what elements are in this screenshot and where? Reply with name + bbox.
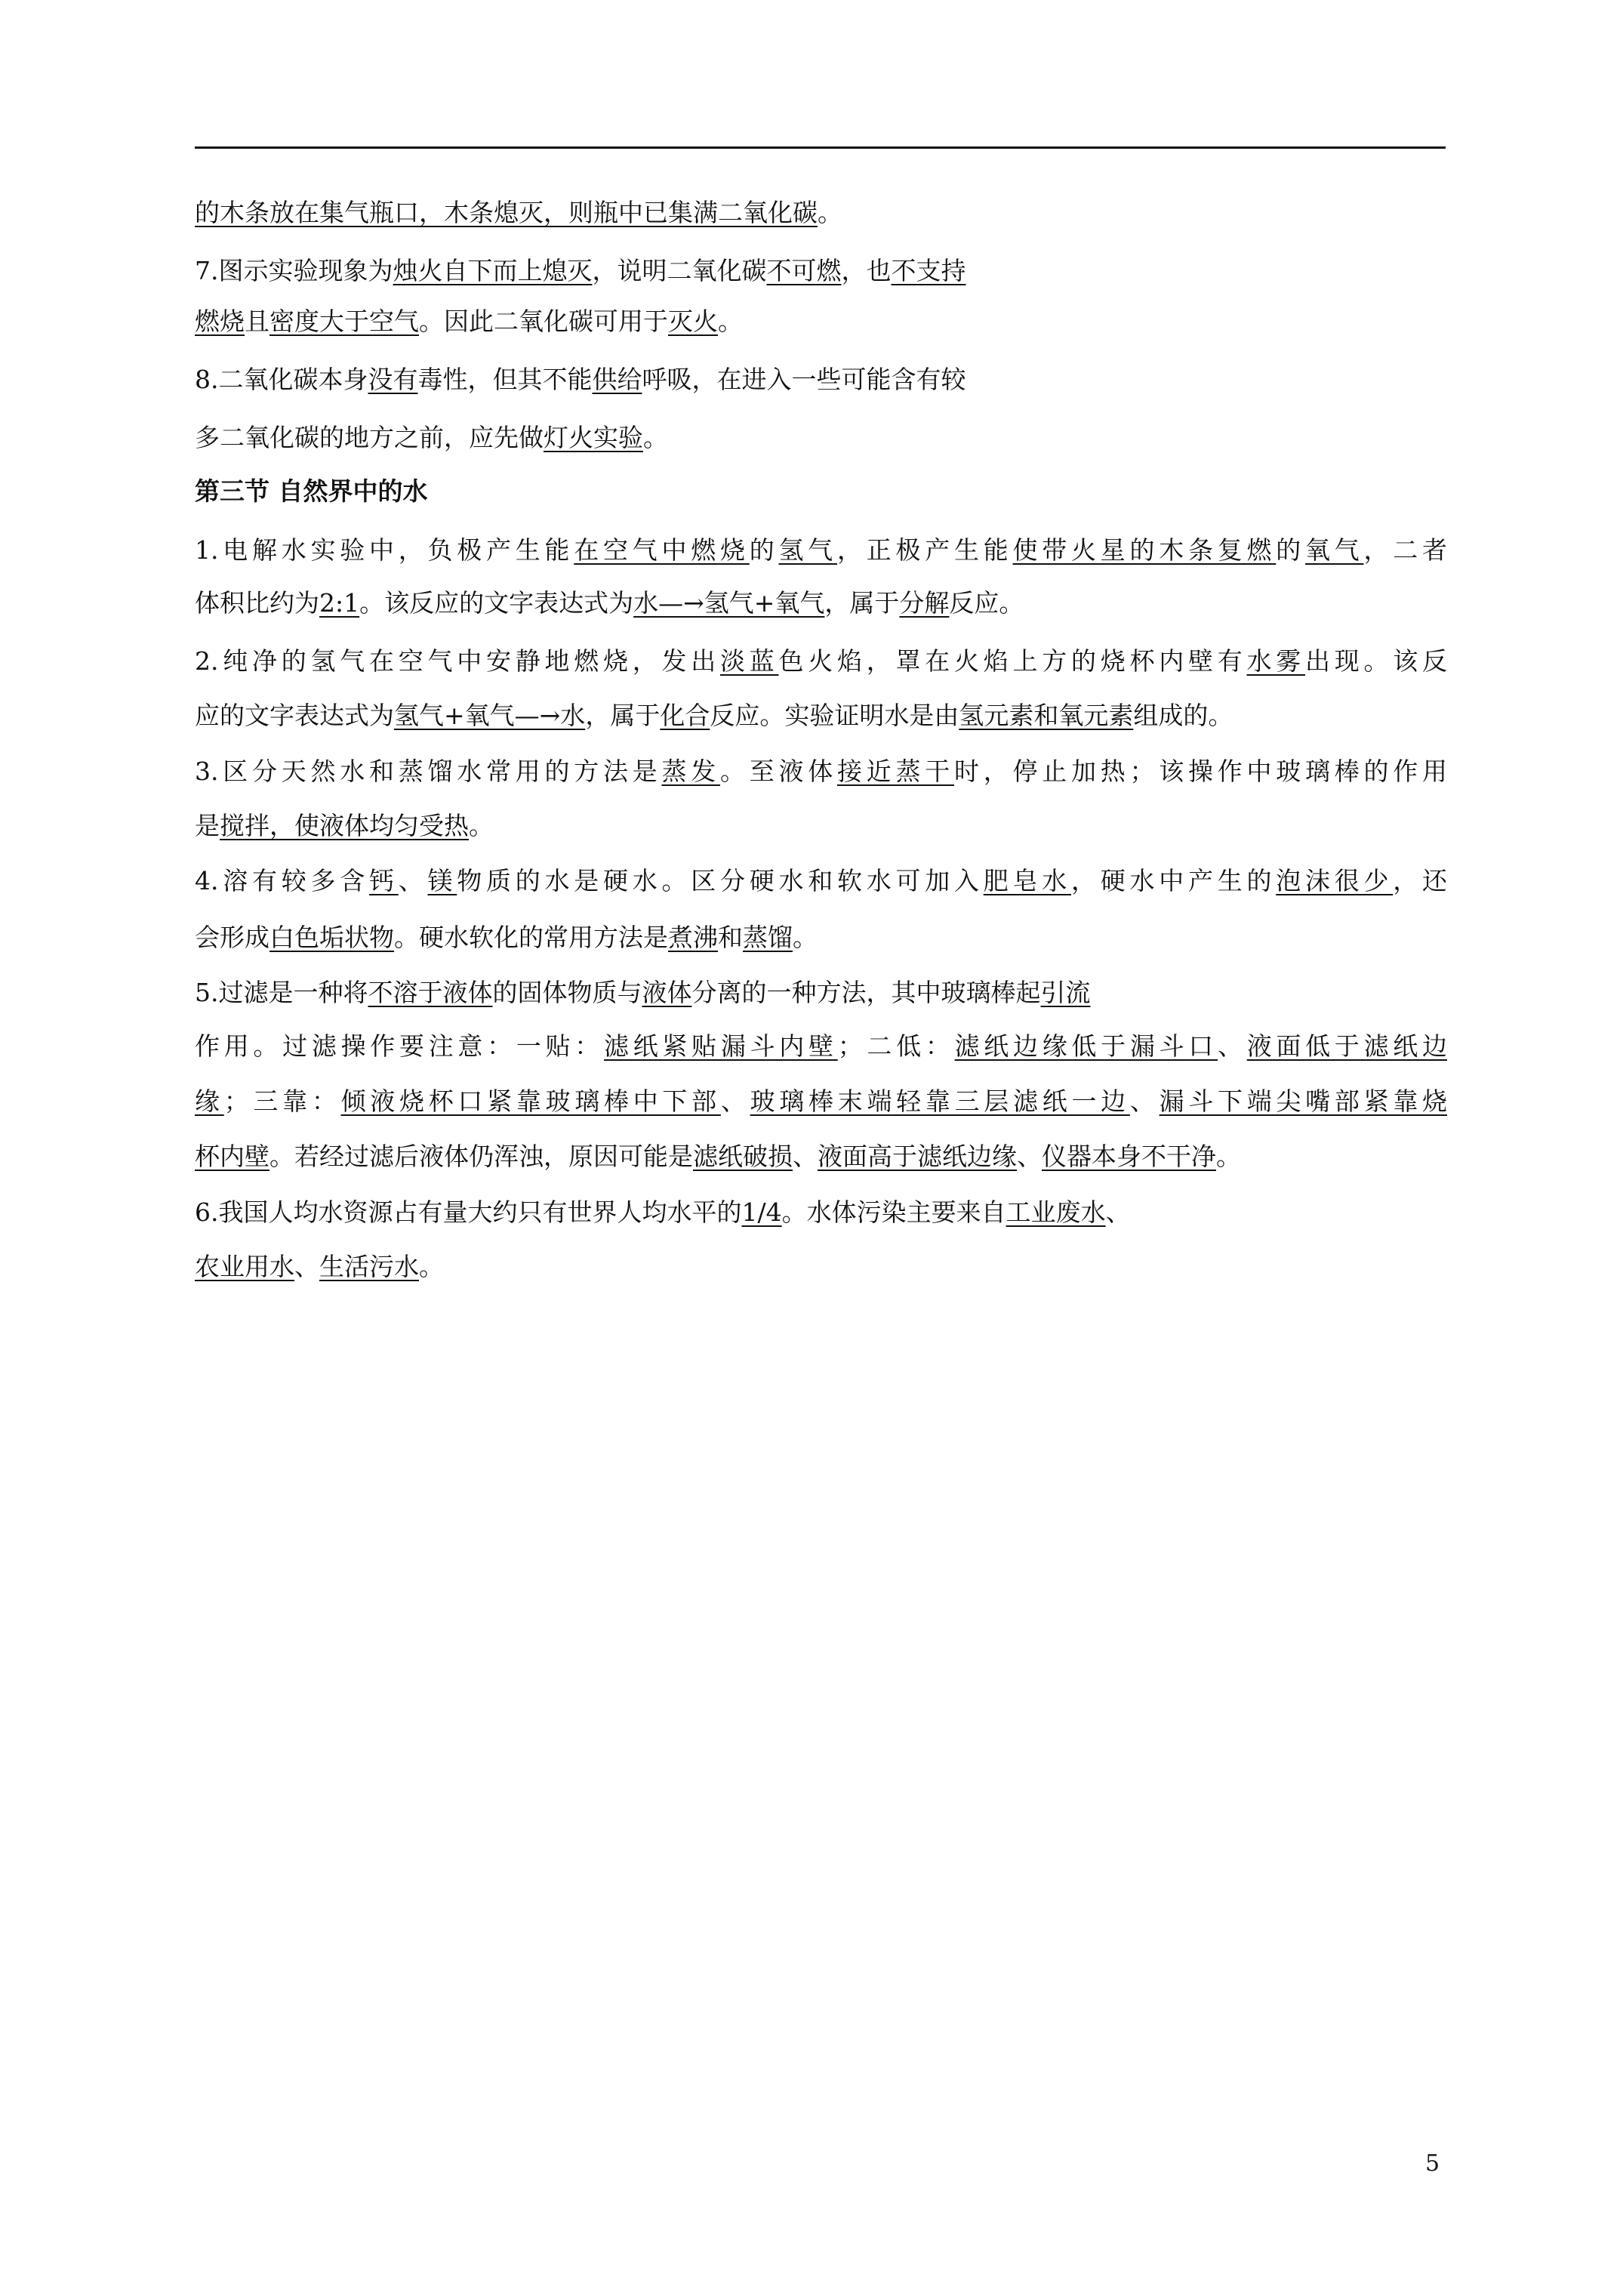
answer-blank: 不可燃 [766, 256, 842, 285]
text-segment: 、 [1017, 1142, 1042, 1171]
text-segment: 且 [245, 307, 269, 336]
answer-blank: 液体 [642, 978, 692, 1007]
text-segment: 时，停止加热；该操作中玻璃棒的作用 [954, 757, 1447, 786]
text-segment: 应的文字表达式为 [195, 701, 394, 730]
answer-blank: 的木条放在集气瓶口，木条熄灭，则瓶中已集满二氧化碳 [195, 198, 818, 227]
answer-blank: 倾液烧杯口紧靠玻璃棒中下部 [340, 1086, 721, 1116]
answer-blank: 肥皂水 [983, 866, 1071, 895]
answer-blank: 使带火星的木条复燃 [1012, 535, 1277, 565]
text-segment: 体积比约为 [195, 588, 319, 618]
answer-blank: 液面高于滤纸边缘 [818, 1142, 1017, 1171]
text-line [195, 253, 966, 289]
text-segment: ，还 [1393, 866, 1447, 895]
text-segment: 1.电解水实验中，负极产生能 [195, 535, 574, 565]
text-segment: 作用。过滤操作要注意：一贴： [195, 1031, 604, 1061]
text-segment: 会形成 [195, 923, 269, 952]
text-segment: 、 [720, 1086, 750, 1116]
text-segment: 和 [718, 923, 743, 952]
answer-blank: 不溶于液体 [368, 978, 493, 1007]
text-segment: 5.过滤是一种将 [195, 978, 368, 1007]
text-line [195, 1083, 1447, 1120]
answer-blank: 化合 [660, 701, 710, 730]
text-line [195, 304, 743, 340]
text-segment: ，硬水中产生的 [1071, 866, 1277, 895]
answer-blank: 氢元素和氧元素 [959, 701, 1134, 730]
text-segment: 。 [793, 923, 818, 952]
text-segment: 出现。该反 [1305, 646, 1447, 676]
text-line [195, 1139, 1241, 1175]
text-segment: 。 [818, 198, 842, 227]
answer-blank: 液面低于滤纸边 [1246, 1031, 1447, 1061]
answer-blank: 氢气+氧气—→水 [394, 701, 586, 730]
text-segment: 毒性，但其不能 [417, 365, 593, 394]
text-segment: 。 [1216, 1142, 1241, 1171]
answer-blank: 滤纸破损 [693, 1142, 793, 1171]
text-segment: 。 [718, 307, 743, 336]
text-segment: 第三节 自然界中的水 [195, 476, 428, 506]
answer-blank: 煮沸 [668, 923, 718, 952]
answer-blank: 工业废水 [1006, 1197, 1106, 1227]
text-segment: ；三靠： [223, 1086, 341, 1116]
text-segment: 、 [294, 1252, 319, 1281]
answer-blank: 镁 [427, 866, 457, 895]
text-segment: ，属于 [824, 588, 900, 618]
answer-blank: 2:1 [319, 588, 360, 618]
answer-blank: 滤纸边缘低于漏斗口 [954, 1031, 1218, 1061]
answer-blank: 仪器本身不干净 [1042, 1142, 1216, 1171]
answer-blank: 杯内壁 [195, 1142, 269, 1171]
text-segment: 、 [1218, 1031, 1247, 1061]
text-segment: 。 [643, 423, 668, 452]
answer-blank: 没有 [368, 365, 418, 394]
text-segment: 分离的一种方法，其中玻璃棒起 [691, 978, 1041, 1007]
text-segment: 。因此二氧化碳可用于 [419, 307, 668, 336]
text-segment: 多二氧化碳的地方之前，应先做 [195, 423, 544, 452]
text-segment: 的 [1276, 535, 1305, 565]
answer-blank: 水—→氢气+氧气 [633, 588, 825, 618]
answer-blank: 淡蓝 [720, 646, 779, 676]
text-line [195, 1028, 1447, 1065]
text-line [195, 863, 1447, 899]
answer-blank: 分解 [899, 588, 950, 618]
answer-blank: 泡沫很少 [1276, 866, 1394, 895]
text-line [195, 1194, 1131, 1231]
answer-blank: 搅拌，使液体均匀受热 [220, 811, 469, 840]
text-line [195, 585, 1024, 621]
answer-blank: 缘 [195, 1086, 224, 1116]
text-segment: ，属于 [585, 701, 661, 730]
text-line [195, 420, 668, 456]
text-line [195, 643, 1447, 680]
text-line [195, 808, 494, 844]
text-line [195, 532, 1447, 569]
section-heading [195, 473, 428, 510]
text-segment: ，正极产生能 [837, 535, 1013, 565]
text-segment: 、 [793, 1142, 818, 1171]
text-segment: 。至液体 [720, 757, 837, 786]
text-segment: 是 [195, 811, 220, 840]
answer-blank: 生活污水 [319, 1252, 419, 1281]
text-line [195, 1249, 444, 1285]
answer-blank: 漏斗下端尖嘴部紧靠烧 [1159, 1086, 1447, 1116]
answer-blank: 接近蒸干 [837, 757, 954, 786]
answer-blank: 氢气 [778, 535, 837, 565]
text-segment: ；二低： [837, 1031, 955, 1061]
text-segment: 。 [419, 1252, 444, 1281]
text-segment: 。若经过滤后液体仍浑浊，原因可能是 [269, 1142, 693, 1171]
text-segment: 的固体物质与 [492, 978, 642, 1007]
answer-blank: 供给 [592, 365, 642, 394]
answer-blank: 蒸馏 [743, 923, 793, 952]
text-line [195, 975, 1091, 1011]
answer-blank: 水雾 [1246, 646, 1305, 676]
text-segment: ，二者 [1363, 535, 1447, 565]
answer-blank: 滤纸紧贴漏斗内壁 [604, 1031, 838, 1061]
text-segment: 组成的。 [1133, 701, 1233, 730]
text-segment: 、 [398, 866, 428, 895]
text-segment: ，说明二氧化碳 [592, 256, 767, 285]
text-segment: 物质的水是硬水。区分硬水和软水可加入 [457, 866, 984, 895]
header-rule [195, 146, 1446, 149]
text-line [195, 754, 1447, 790]
answer-blank: 1/4 [741, 1197, 782, 1227]
text-segment: 色火焰，罩在火焰上方的烧杯内壁有 [778, 646, 1247, 676]
text-segment: 的 [749, 535, 779, 565]
answer-blank: 引流 [1040, 978, 1091, 1007]
answer-blank: 不支持 [891, 256, 966, 285]
text-segment: 反应。实验证明水是由 [710, 701, 959, 730]
text-segment: 2.纯净的氢气在空气中安静地燃烧，发出 [195, 646, 720, 676]
text-segment: 。该反应的文字表达式为 [359, 588, 634, 618]
text-segment: 呼吸，在进入一些可能含有较 [642, 365, 966, 394]
answer-blank: 氧气 [1305, 535, 1364, 565]
text-segment: 7.图示实验现象为 [195, 256, 393, 285]
text-segment: 。 [469, 811, 494, 840]
text-segment: 4.溶有较多含 [195, 866, 369, 895]
answer-blank: 烛火自下而上熄灭 [393, 256, 593, 285]
text-segment: 、 [1129, 1086, 1160, 1116]
text-line [195, 698, 1233, 734]
answer-blank: 灭火 [668, 307, 718, 336]
text-segment: ，也 [841, 256, 892, 285]
text-segment: 8.二氧化碳本身 [195, 365, 368, 394]
text-segment: 反应。 [949, 588, 1024, 618]
answer-blank: 密度大于空气 [269, 307, 419, 336]
answer-blank: 钙 [369, 866, 399, 895]
text-line [195, 195, 842, 231]
text-segment: 、 [1105, 1197, 1131, 1227]
text-line [195, 920, 818, 956]
answer-blank: 农业用水 [195, 1252, 294, 1281]
answer-blank: 蒸发 [661, 757, 720, 786]
text-segment: 。水体污染主要来自 [781, 1197, 1006, 1227]
answer-blank: 灯火实验 [544, 423, 643, 452]
page-number: 5 [1425, 2150, 1440, 2177]
answer-blank: 白色垢状物 [269, 923, 394, 952]
answer-blank: 在空气中燃烧 [574, 535, 750, 565]
answer-blank: 燃烧 [195, 307, 245, 336]
text-segment: 6.我国人均水资源占有量大约只有世界人均水平的 [195, 1197, 742, 1227]
text-segment: 3.区分天然水和蒸馏水常用的方法是 [195, 757, 662, 786]
answer-blank: 玻璃棒末端轻靠三层滤纸一边 [750, 1086, 1130, 1116]
text-line [195, 362, 966, 398]
text-segment: 。硬水软化的常用方法是 [394, 923, 668, 952]
